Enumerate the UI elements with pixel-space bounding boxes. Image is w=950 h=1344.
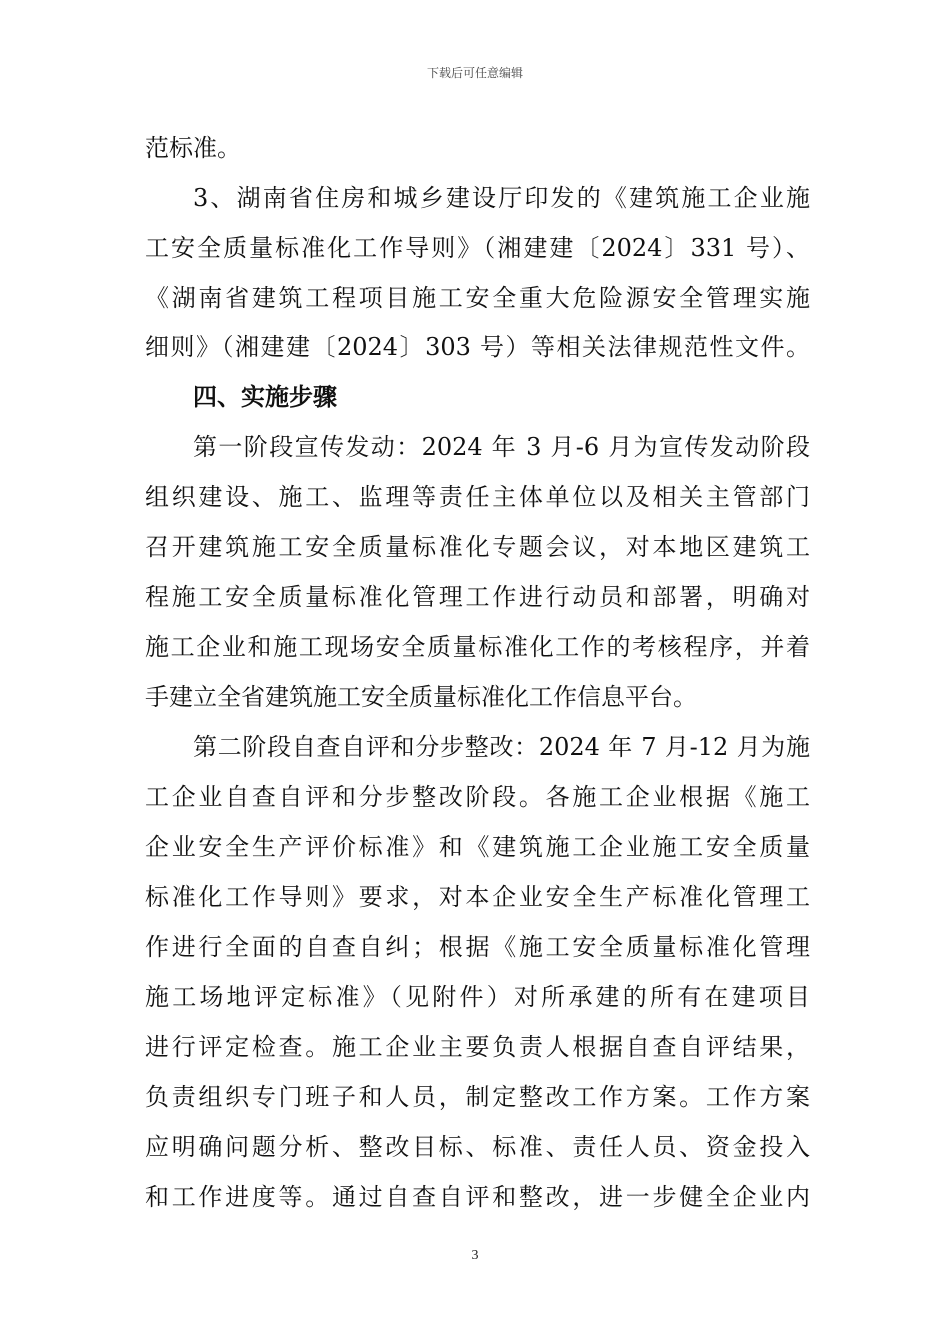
page-header: 下载后可任意编辑	[426, 66, 523, 80]
text-line: 程施工安全质量标准化管理工作进行动员和部署，明确对	[145, 583, 810, 611]
text-line: 范标准。	[145, 134, 241, 162]
text-line: 负责组织专门班子和人员，制定整改工作方案。工作方案	[145, 1083, 810, 1111]
text-line: 召开建筑施工安全质量标准化专题会议，对本地区建筑工	[145, 533, 810, 561]
text-line: 手建立全省建筑施工安全质量标准化工作信息平台。	[145, 683, 697, 711]
text-line: 和工作进度等。通过自查自评和整改，进一步健全企业内	[145, 1183, 810, 1211]
text-line: 工企业自查自评和分步整改阶段。各施工企业根据《施工	[145, 783, 810, 811]
text-line: 标准化工作导则》要求，对本企业安全生产标准化管理工	[145, 883, 810, 911]
text-line: 应明确问题分析、整改目标、标准、责任人员、资金投入	[145, 1133, 810, 1161]
text-line: 企业安全生产评价标准》和《建筑施工企业施工安全质量	[145, 833, 810, 861]
text-line: 第二阶段自查自评和分步整改：2024 年 7 月-12 月为施	[193, 733, 810, 761]
text-line: 细则》（湘建建〔2024〕303 号）等相关法律规范性文件。	[145, 333, 810, 361]
text-line: 工安全质量标准化工作导则》（湘建建〔2024〕331 号）、	[145, 234, 810, 262]
text-line: 作进行全面的自查自纠；根据《施工安全质量标准化管理	[145, 933, 810, 961]
section-heading: 四、实施步骤	[193, 382, 337, 411]
text-line: 施工企业和施工现场安全质量标准化工作的考核程序，并着	[145, 633, 810, 661]
text-line: 组织建设、施工、监理等责任主体单位以及相关主管部门	[145, 483, 810, 511]
text-line: 第一阶段宣传发动：2024 年 3 月-6 月为宣传发动阶段	[193, 433, 810, 461]
text-line: 《湖南省建筑工程项目施工安全重大危险源安全管理实施	[145, 284, 810, 312]
text-line: 进行评定检查。施工企业主要负责人根据自查自评结果，	[145, 1033, 810, 1061]
text-line: 施工场地评定标准》（见附件）对所承建的所有在建项目	[145, 983, 810, 1011]
page-number: 3	[471, 1248, 479, 1263]
text-line: 3、湖南省住房和城乡建设厅印发的《建筑施工企业施	[193, 184, 810, 212]
